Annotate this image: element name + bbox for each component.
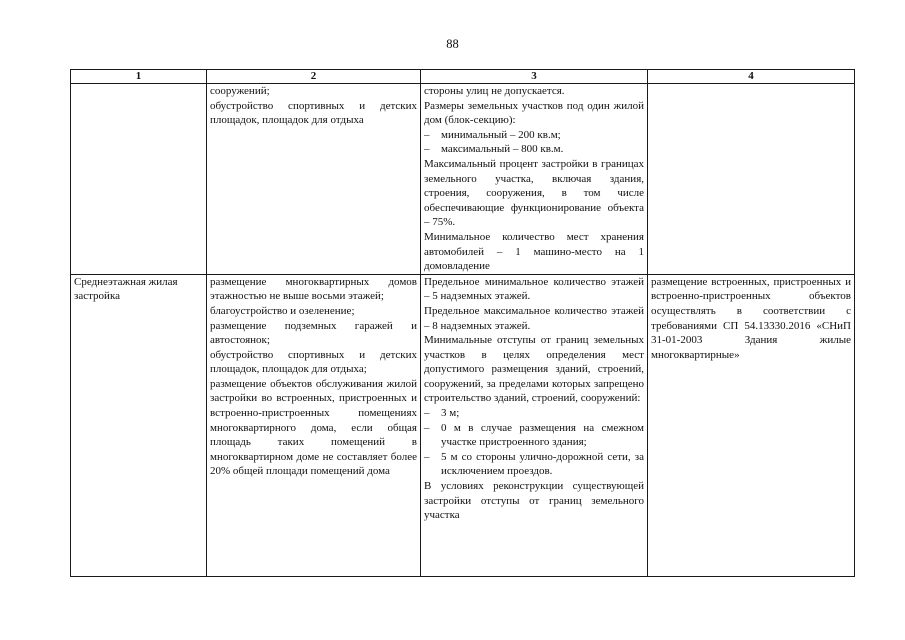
dash-list-item [424, 421, 644, 450]
list-item: благоустройство и озеленение; [210, 304, 355, 317]
permitted-use-cell: Среднеэтажная жилая застройка [71, 274, 207, 576]
column-header-4: 4 [648, 70, 855, 84]
page-number: 88 [446, 37, 459, 51]
table-row [71, 274, 855, 576]
dash-list-text: 3 м; [441, 407, 460, 420]
dash-list-text: 0 м в случае размещения на смежном участке пристроенного здания; [441, 421, 644, 449]
column-header-3: 3 [421, 70, 648, 84]
paragraph: Размеры земельных участков под один жилой дом (блок-секцию): [424, 99, 644, 127]
notes-cell [648, 84, 855, 275]
activity-list-cell [207, 274, 421, 576]
activity-list-cell [207, 84, 421, 275]
dash-marker: – [424, 128, 430, 141]
parameters-cell [421, 274, 648, 576]
zoning-table [70, 69, 855, 577]
list-item: размещение многоквартирных домов этажностью не выше восьми этажей; [210, 275, 417, 303]
paragraph: Предельное минимальное количество этажей – 5 надземных этажей. [424, 275, 644, 303]
table-row [71, 84, 855, 275]
dash-list-item [424, 406, 644, 421]
list-item: обустройство спортивных и детских площадок, площадок для отдыха [210, 99, 417, 127]
paragraph: Предельное максимальное количество этажей – 8 надземных этажей. [424, 304, 644, 332]
dash-list-text: максимальный – 800 кв.м. [441, 143, 564, 156]
dash-marker: – [424, 421, 430, 434]
list-item: сооружений; [210, 85, 270, 97]
paragraph: В условиях реконструкции существующей застройки отступы от границ земельного участка [424, 480, 644, 522]
column-header-1: 1 [71, 70, 207, 84]
list-item: обустройство спортивных и детских площадок, площадок для отдыха; [210, 348, 417, 376]
dash-list-item [424, 450, 644, 479]
dash-list-text: минимальный – 200 кв.м; [441, 128, 561, 141]
dash-list-item [424, 142, 644, 157]
paragraph: стороны улиц не допускается. [424, 85, 565, 97]
column-header-2: 2 [207, 70, 421, 84]
parameters-cell [421, 84, 648, 275]
notes-cell: размещение встроенных, пристроенных и встроенно-пристроенных объектов осуществлять в соответствии с требованиями СП 54.13330.2016 «СНиП 31-01-2003 Здания жилые многоквартирные» [648, 274, 855, 576]
dash-list-item [424, 128, 644, 143]
list-item: размещение подземных гаражей и автостоянок; [210, 319, 417, 347]
dash-marker: – [424, 450, 430, 463]
list-item: размещение объектов обслуживания жилой застройки во встроенных, пристроенных и встроенно-пристроенных помещениях многоквартирного дома, если общая площадь таких помещений в многоквартирном доме не составляет более 20% общей площади помещений дома [210, 377, 417, 478]
paragraph: Минимальное количество мест хранения автомобилей – 1 машино-место на 1 домовладение [424, 230, 644, 273]
header-row [71, 70, 855, 84]
dash-list-text: 5 м со стороны улично-дорожной сети, за исключением проездов. [441, 450, 644, 478]
dash-marker: – [424, 143, 430, 156]
permitted-use-cell [71, 84, 207, 275]
paragraph: Минимальные отступы от границ земельных участков в целях определения мест допустимого размещения зданий, строений, сооружений, за пределами которых запрещено строительство зданий, строений, сооружений: [424, 334, 644, 405]
paragraph: Максимальный процент застройки в границах земельного участка, включая здания, строения, сооружения, в том числе обеспечивающие функционирование объекта – 75%. [424, 157, 644, 229]
dash-marker: – [424, 407, 430, 420]
